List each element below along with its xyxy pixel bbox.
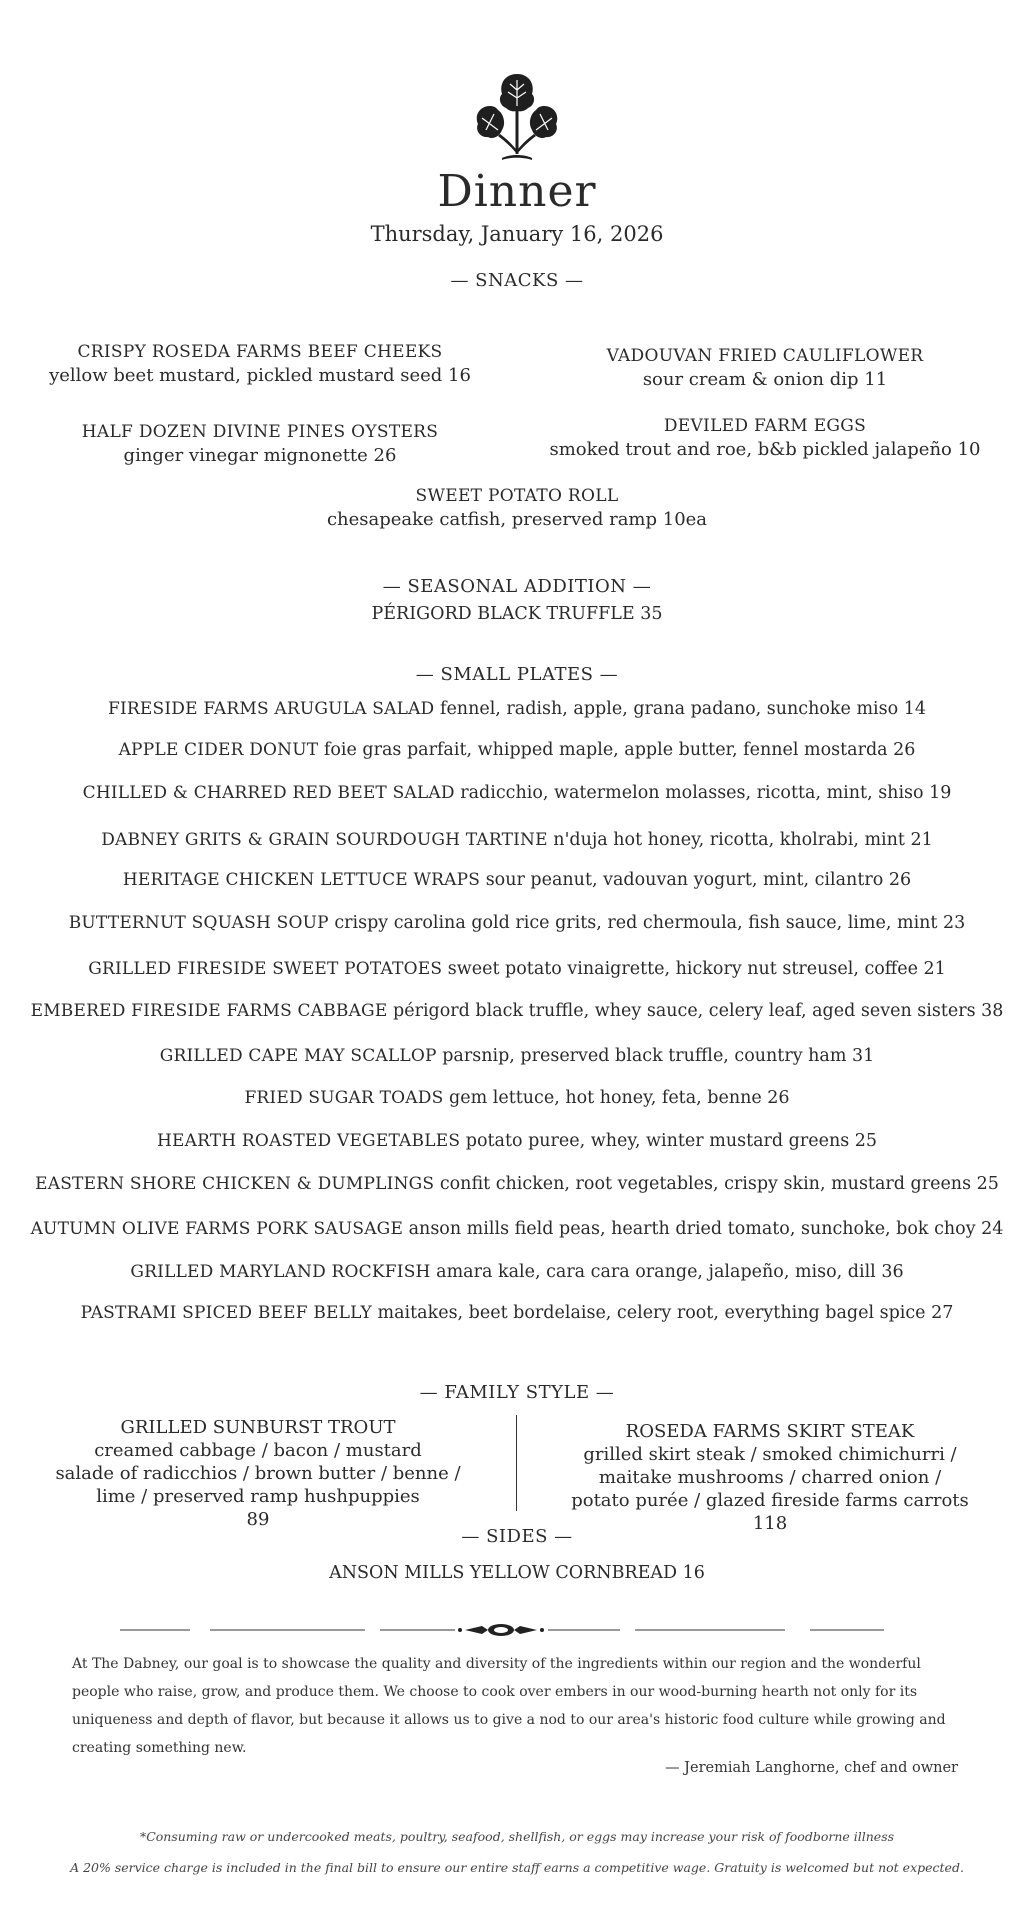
plate-name: PASTRAMI SPICED BEEF BELLY bbox=[80, 1303, 372, 1323]
sides-heading: — SIDES — bbox=[461, 1526, 573, 1547]
plate-item bbox=[0, 1088, 1034, 1108]
statement-paragraph bbox=[72, 1650, 972, 1762]
snack-item bbox=[40, 340, 480, 388]
plate-desc: foie gras parfait, whipped maple, apple butter, fennel mostarda 26 bbox=[318, 740, 916, 760]
snack-desc: sour cream & onion dip 11 bbox=[642, 369, 888, 390]
plate-name: GRILLED CAPE MAY SCALLOP bbox=[159, 1046, 437, 1066]
statement-line: At The Dabney, our goal is to showcase the quality and diversity of the ingredients within our region and the wonderful bbox=[72, 1656, 921, 1672]
family-item-line: salade of radicchios / brown butter / benne / bbox=[55, 1463, 461, 1484]
plate-item bbox=[0, 783, 1034, 803]
menu-date: Thursday, January 16, 2026 bbox=[370, 222, 664, 246]
family-item-line: lime / preserved ramp hushpuppies bbox=[96, 1486, 420, 1507]
plate-desc: parsnip, preserved black truffle, country ham 31 bbox=[436, 1046, 875, 1066]
plate-desc: sweet potato vinaigrette, hickory nut streusel, coffee 21 bbox=[442, 959, 946, 979]
statement-line: creating something new. bbox=[72, 1740, 247, 1756]
seasonal-item: PÉRIGORD BLACK TRUFFLE 35 bbox=[371, 604, 663, 624]
chef-signature: — Jeremiah Langhorne, chef and owner bbox=[665, 1760, 958, 1776]
statement-line: uniqueness and depth of flavor, but because it allows us to give a nod to our area's historic food culture while growing and bbox=[72, 1712, 946, 1728]
plate-item bbox=[0, 1001, 1034, 1021]
statement-line: people who raise, grow, and produce them. We choose to cook over embers in our wood-burning hearth not only for its bbox=[72, 1684, 918, 1700]
plate-item bbox=[0, 830, 1034, 850]
snack-desc: chesapeake catfish, preserved ramp 10ea bbox=[326, 509, 708, 530]
plate-desc: anson mills field peas, hearth dried tomato, sunchoke, bok choy 24 bbox=[403, 1219, 1004, 1239]
snack-item bbox=[40, 420, 480, 468]
snack-name: HALF DOZEN DIVINE PINES OYSTERS bbox=[81, 422, 439, 442]
plate-desc: potato puree, whey, winter mustard greens 25 bbox=[460, 1131, 878, 1151]
family-item-name: GRILLED SUNBURST TROUT bbox=[120, 1417, 396, 1438]
plate-item bbox=[0, 1046, 1034, 1066]
plate-desc: confit chicken, root vegetables, crispy skin, mustard greens 25 bbox=[434, 1174, 999, 1194]
plate-name: EASTERN SHORE CHICKEN & DUMPLINGS bbox=[35, 1174, 435, 1194]
family-item-price: 118 bbox=[752, 1513, 788, 1534]
snack-item bbox=[530, 414, 1000, 462]
plate-name: AUTUMN OLIVE FARMS PORK SAUSAGE bbox=[30, 1219, 404, 1239]
snack-desc: ginger vinegar mignonette 26 bbox=[123, 445, 397, 466]
plate-item bbox=[0, 1219, 1034, 1239]
plate-name: FRIED SUGAR TOADS bbox=[244, 1088, 444, 1108]
plate-desc: sour peanut, vadouvan yogurt, mint, cilantro 26 bbox=[480, 870, 912, 890]
plate-item bbox=[0, 1303, 1034, 1323]
snack-item bbox=[530, 344, 1000, 392]
family-item-line: grilled skirt steak / smoked chimichurri / bbox=[583, 1444, 957, 1465]
plate-name: APPLE CIDER DONUT bbox=[118, 740, 319, 760]
family-style-heading: — FAMILY STYLE — bbox=[419, 1382, 615, 1403]
plate-name: GRILLED MARYLAND ROCKFISH bbox=[130, 1262, 431, 1282]
plate-desc: maitakes, beet bordelaise, celery root, everything bagel spice 27 bbox=[371, 1303, 954, 1323]
plate-desc: amara kale, cara cara orange, jalapeño, miso, dill 36 bbox=[430, 1262, 904, 1282]
plate-desc: crispy carolina gold rice grits, red chermoula, fish sauce, lime, mint 23 bbox=[328, 913, 966, 933]
family-item-price: 89 bbox=[246, 1509, 270, 1530]
small-plates-heading: — SMALL PLATES — bbox=[415, 664, 619, 685]
service-charge-note: A 20% service charge is included in the final bill to ensure our entire staff earns a competitive wage. Gratuity is welcomed but not expected. bbox=[70, 1860, 964, 1875]
plate-name: GRILLED FIRESIDE SWEET POTATOES bbox=[88, 959, 443, 979]
plate-name: HEARTH ROASTED VEGETABLES bbox=[156, 1131, 461, 1151]
plate-name: FIRESIDE FARMS ARUGULA SALAD bbox=[108, 699, 435, 719]
snack-name: CRISPY ROSEDA FARMS BEEF CHEEKS bbox=[77, 342, 443, 362]
family-item-line: maitake mushrooms / charred onion / bbox=[598, 1467, 942, 1488]
plate-item bbox=[0, 699, 1034, 719]
three-leaf-logo-icon bbox=[472, 70, 562, 162]
plate-desc: n'duja hot honey, ricotta, kholrabi, mint 21 bbox=[547, 830, 933, 850]
seasonal-heading: — SEASONAL ADDITION — bbox=[382, 576, 652, 597]
snack-name: VADOUVAN FRIED CAULIFLOWER bbox=[606, 346, 924, 366]
family-item-right bbox=[560, 1420, 980, 1535]
plate-item bbox=[0, 959, 1034, 979]
sides-item: ANSON MILLS YELLOW CORNBREAD 16 bbox=[329, 1563, 705, 1583]
foodborne-warning: *Consuming raw or undercooked meats, poultry, seafood, shellfish, or eggs may increase your risk of foodborne illness bbox=[139, 1829, 895, 1844]
snack-desc: smoked trout and roe, b&b pickled jalapeño 10 bbox=[549, 439, 981, 460]
family-item-line: potato purée / glazed fireside farms carrots bbox=[571, 1490, 969, 1511]
snack-name: SWEET POTATO ROLL bbox=[415, 486, 619, 506]
plate-name: HERITAGE CHICKEN LETTUCE WRAPS bbox=[122, 870, 481, 890]
plate-name: BUTTERNUT SQUASH SOUP bbox=[68, 913, 329, 933]
plate-item bbox=[0, 1131, 1034, 1151]
menu-title: Dinner bbox=[437, 166, 597, 217]
snacks-heading: — SNACKS — bbox=[450, 270, 584, 291]
snack-desc: yellow beet mustard, pickled mustard seed 16 bbox=[49, 365, 471, 386]
flourish-divider-icon bbox=[120, 1622, 884, 1638]
plate-item bbox=[0, 1174, 1034, 1194]
plate-name: EMBERED FIRESIDE FARMS CABBAGE bbox=[30, 1001, 388, 1021]
plate-desc: gem lettuce, hot honey, feta, benne 26 bbox=[443, 1088, 790, 1108]
plate-item bbox=[0, 740, 1034, 760]
plate-item bbox=[0, 1262, 1034, 1282]
plate-name: CHILLED & CHARRED RED BEET SALAD bbox=[82, 783, 455, 803]
snack-item bbox=[0, 484, 1034, 532]
family-item-left bbox=[40, 1416, 476, 1531]
family-item-line: creamed cabbage / bacon / mustard bbox=[94, 1440, 422, 1461]
plate-desc: fennel, radish, apple, grana padano, sunchoke miso 14 bbox=[434, 699, 926, 719]
family-item-name: ROSEDA FARMS SKIRT STEAK bbox=[625, 1421, 915, 1442]
plate-desc: périgord black truffle, whey sauce, celery leaf, aged seven sisters 38 bbox=[387, 1001, 1004, 1021]
snack-name: DEVILED FARM EGGS bbox=[663, 416, 867, 436]
plate-name: DABNEY GRITS & GRAIN SOURDOUGH TARTINE bbox=[101, 830, 548, 850]
plate-item bbox=[0, 913, 1034, 933]
family-divider bbox=[516, 1415, 517, 1511]
plate-desc: radicchio, watermelon molasses, ricotta, mint, shiso 19 bbox=[454, 783, 952, 803]
plate-item bbox=[0, 870, 1034, 890]
